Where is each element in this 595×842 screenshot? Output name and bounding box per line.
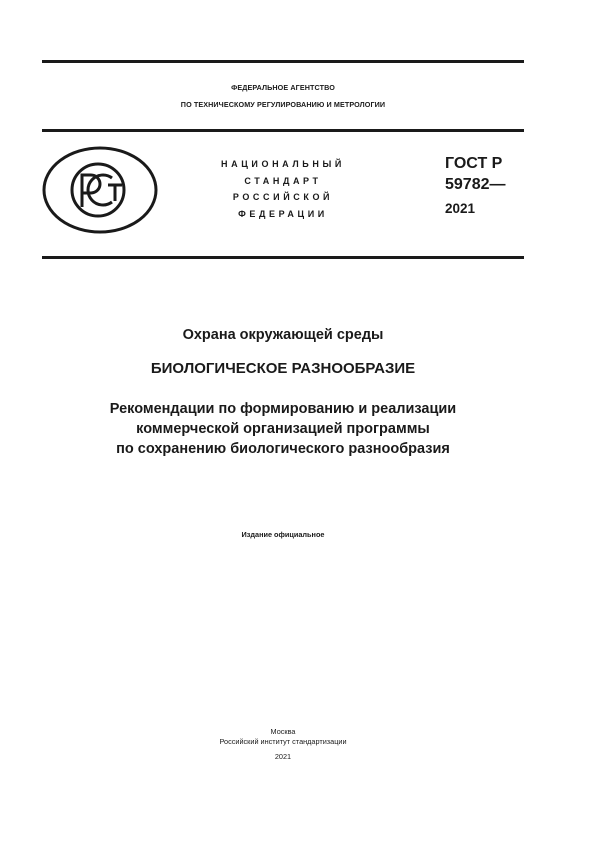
national-line: РОССИЙСКОЙ [232, 192, 334, 202]
footer-publisher: Российский институт стандартизации [219, 737, 347, 746]
gost-year: 2021 [445, 201, 476, 216]
national-standard-label [195, 156, 371, 222]
subtitle-line: Рекомендации по формированию и реализации [109, 401, 457, 417]
document-subtitle [42, 399, 524, 459]
standard-block-rule [42, 256, 524, 259]
national-line: СТАНДАРТ [244, 175, 322, 186]
gost-label: ГОСТ Р [445, 155, 503, 172]
national-line: НАЦИОНАЛЬНЫЙ [221, 159, 345, 169]
rst-mark-icon [42, 145, 158, 235]
footer-city: Москва [270, 727, 296, 736]
document-title: БИОЛОГИЧЕСКОЕ РАЗНООБРАЗИЕ [150, 360, 416, 377]
subtitle-line: по сохранению биологического разнообразия [116, 441, 450, 457]
agency-line-1: ФЕДЕРАЛЬНОЕ АГЕНТСТВО [231, 83, 335, 92]
gost-designation [445, 153, 506, 217]
national-line: ФЕДЕРАЦИИ [238, 208, 328, 219]
edition-label: Издание официальное [241, 530, 325, 539]
footer-year: 2021 [274, 752, 292, 761]
document-category: Охрана окружающей среды [182, 327, 384, 343]
header-rule [42, 129, 524, 132]
gost-number: 59782— [445, 176, 506, 193]
top-rule [42, 60, 524, 63]
subtitle-line: коммерческой организацией программы [136, 421, 430, 437]
agency-line-2: ПО ТЕХНИЧЕСКОМУ РЕГУЛИРОВАНИЮ И МЕТРОЛОГИИ [180, 100, 386, 109]
